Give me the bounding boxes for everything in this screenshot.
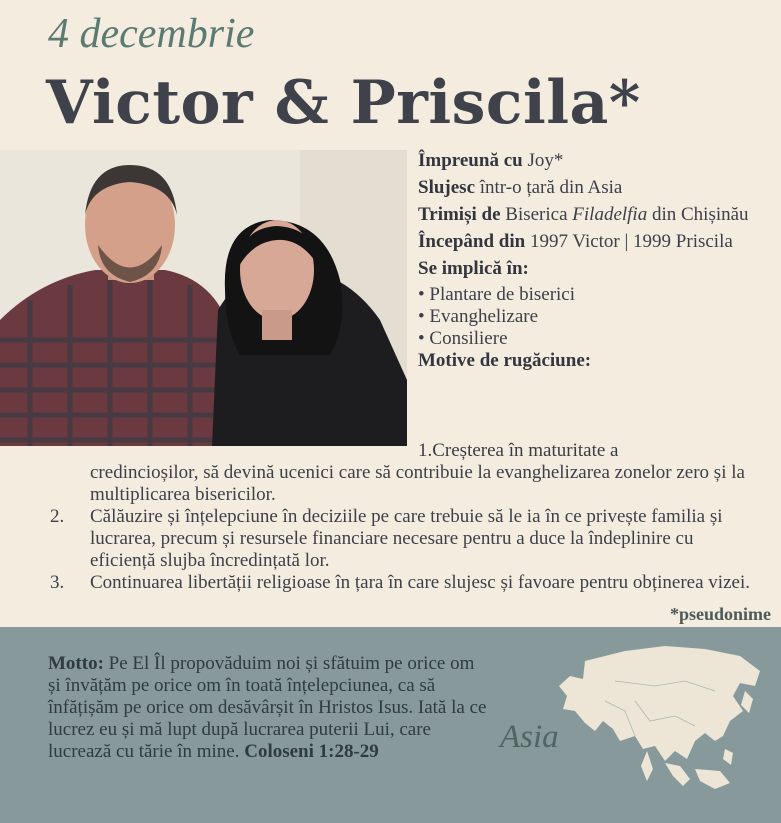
prayer-item-3 (50, 572, 750, 594)
prayer-item-text: Călăuzire și înțelepciune în deciziile pe care trebuie să le ia în ce privește familia și lucrarea, precum și resursele financiare necesare pentru a duce la îndeplinire cu eficiență slujba încredințată lor. (90, 506, 723, 571)
prayer-number: 2. (50, 506, 65, 527)
motto-reference: Coloseni 1:28-29 (244, 741, 379, 762)
prayer-item-text: Continuarea libertății religioase în țara în care slujesc și favoare pentru obținerea vizei. (90, 572, 750, 593)
sent-church-name: Filadelfia (572, 204, 648, 225)
involved-label: Se implică în: (418, 258, 529, 279)
sent-label: Trimiși de (418, 204, 501, 225)
since-value: 1997 Victor | 1999 Priscila (529, 231, 733, 252)
motto-label: Motto: (48, 653, 104, 674)
together-value: Joy* (527, 150, 564, 171)
serve-value: într-o țară din Asia (479, 177, 623, 198)
missionary-info (418, 150, 768, 377)
prayer-heading: Motive de rugăciune: (418, 350, 592, 371)
prayer-item-1-first: Creșterea în maturitate a (432, 440, 619, 461)
asia-map-icon (555, 641, 770, 816)
sent-value-a: Biserica (505, 204, 568, 225)
list-item: • Evanghelizare (418, 306, 539, 327)
page-date: 4 decembrie (48, 11, 255, 57)
serve-label: Slujesc (418, 177, 475, 198)
prayer-item-text: credincioșilor, să devină ucenici care să contribuie la evanghelizarea zonelor zero și la multiplicarea bisericilor. (90, 462, 745, 505)
together-label: Împreună cu (418, 150, 523, 171)
list-item: • Plantare de biserici (418, 284, 576, 305)
page-title: Victor & Priscila* (46, 68, 641, 138)
prayer-number: 1. (418, 440, 433, 461)
motto-text: Pe El Îl propovăduim noi și sfătuim pe orice om și învățăm pe orice om în toată înțelepciunea, ca să înfățișăm pe orice om desăvârșit în Hristos Isus. Iată la ce lucrez eu și mă lupt după lucrarea puterii Lui, care lucrează cu tărie în mine. (48, 653, 487, 762)
sent-row (418, 204, 768, 226)
prayer-item-1-rest (50, 462, 750, 506)
prayer-list (50, 440, 750, 594)
involved-list (418, 284, 768, 350)
since-label: Începând din (418, 231, 526, 252)
since-row (418, 231, 768, 253)
sent-value-b: din Chișinău (651, 204, 749, 225)
motto (48, 653, 488, 763)
prayer-item-2 (50, 506, 750, 572)
prayer-heading-row (418, 350, 768, 372)
list-item: • Consiliere (418, 328, 508, 349)
prayer-number: 3. (50, 572, 65, 593)
involved-row (418, 258, 768, 280)
pseudonym-note: *pseudonime (669, 604, 771, 624)
couple-photo (0, 150, 407, 446)
footer-panel (0, 627, 781, 823)
serve-row (418, 177, 768, 199)
together-row (418, 150, 768, 172)
region-label: Asia (500, 719, 559, 755)
